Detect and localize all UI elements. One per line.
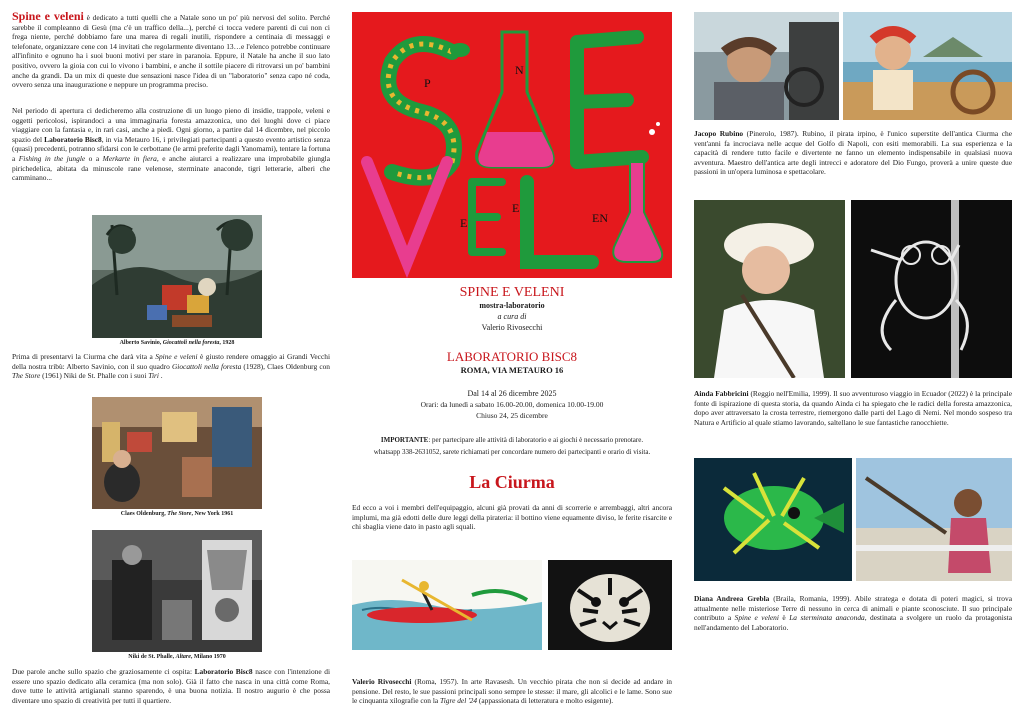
curator-name: Valerio Rivosecchi: [481, 323, 543, 332]
jacopo-photo-image: [694, 12, 839, 120]
opening-hours: Orari: da lunedì a sabato 16.00-20.00, domenica 10.00-19.00: [420, 400, 604, 409]
center-column: [352, 0, 672, 724]
diana-bio: Diana Andreea Grebla (Braila, Romania, 1999). Abile stratega e dotata di poteri magici, si trova attualmente nelle misteriose Terre di nessuno in cerca di animali e piante sconosciute. Il suo principale contributo a Spine e veleni è La sterminata anaconda, destinata a svolgere un ruolo da protagonista nell'andamento del Laboratorio.: [694, 594, 1013, 632]
oldenburg-caption: Claes Oldenburg, The Store, New York 1961: [120, 511, 234, 517]
oldenburg-photo-image: [92, 397, 262, 509]
kayak-drawing-image: [352, 560, 542, 650]
valerio-bio: Valerio Rivosecchi (Roma, 1957). In arte Ravasesh. Un vecchio pirata che non si decide ad andare in pensione. Del resto, le sue passioni principali sono sempre le stesse: il mare, gli alcolici e le lame. Sono sue le cinquanta xilografie con la Tigre del '24 (appassionata di letteratura e molto esigente).: [352, 677, 672, 706]
svg-text:EN: EN: [592, 211, 608, 225]
jacopo-bio: Jacopo Rubino (Pinerolo, 1987). Rubino, il pirata irpino, è l'unico superstite dell'antica Ciurma che vent'anni fa incrociava nelle acque del Golfo di Napoli, con esiti memorabili. La sua esperienza e la capacità di rendere tutto facile e divertente ne fanno un elemento indispensabile in qualsiasi nuova avventura. Maestro dell'antica arte degli intrecci e adoratore del Dio Fungo, proverà a unire queste due passioni in un'opera luminosa e spettacolare.: [694, 129, 1012, 177]
svg-text:N: N: [515, 63, 524, 77]
right-column: [694, 0, 1012, 724]
savinio-caption: Alberto Savinio, Giocattoli nella foresta, 1928: [119, 340, 235, 346]
tiger-woodcut-image: [548, 560, 672, 650]
stphalle-caption: Niki de St. Phalle, Altare, Milano 1970: [128, 654, 226, 660]
venue-name: LABORATORIO BISC8: [446, 349, 578, 364]
intro-paragraph: Spine e veleni è dedicato a tutti quelli che a Natale sono un po' più nervosi del solito. Perché sarebbe il compleanno di Gesù (ma c'è un traffico della...), perché ci tocca vedere parenti di cui non ci frega niente, perché dobbiamo fare una marea di regali inutili, rispondere a centinaia di messaggi e telefonate, organizzare cene con 14 invitati che regolarmente diventano 13…e l'elenco potrebbe continuare all'infinito e ognuno ha i suoi buoni motivi per stare in paranoia. Eppure, il Natale ha anche il suo lato positivo, ovvero la gioia con cui lo vivono i bambini, e anche il sottile piacere di ritrovarsi un po' bambini anche da grandi. Da un mix di queste due sensazioni nasce l'idea di un "laboratorio" senza capo né coda, ovvero senza una inaugurazione e neppure un programma preciso.: [12, 9, 330, 90]
jacopo-pirate-drawing-image: [843, 12, 1012, 120]
poster-subtitle: mostra-laboratorio: [479, 301, 545, 310]
whatsapp-note: whatsapp 338-2631052, sarete richiamati per concordare numero dei partecipanti e orario di visita.: [373, 448, 651, 456]
svg-text:P: P: [424, 76, 431, 90]
poster-title: SPINE E VELENI: [459, 285, 565, 300]
forest-paragraph: Nel periodo di apertura ci dedicheremo alla costruzione di un luogo pieno di insidie, trappole, veleni e oggetti pericolosi, ispirandoci a una immaginaria foresta amazzonica, uno dei luoghi dove ci piace viaggiare con la fantasia e, in rari casi, anche a piedi. Ogni giorno, a partire dal 14 dicembre, nel piccolo spazio del Laboratorio Bisc8, in via Metauro 16, i privilegiati partecipanti a questo evento artistico senza (quasi) precedenti, potranno sfidarsi con le cerbottane (le armi preferite dagli Yanomami), tentare la fortuna a Fishing in the jungle o a Merkarte in fiera, e anche aiutarci a realizzare una improbabile giungla pirichedelica, abitata da minuscole rane velenose, sterminate anaconde, tigri letterarie, alberi che camminano...: [12, 106, 331, 183]
space-paragraph: Due parole anche sullo spazio che graziosamente ci ospita: Laboratorio Bisc8 nasce con l'intenzione di essere uno spazio dedicato alla ceramica (ma non solo). Già il fatto che nasca in una città come Roma, dove tutte le attività artigianali stanno sparendo, è una buona notizia. Il nostro augurio è che possa diventare uno spazio di creatività per tutti il quartiere.: [12, 667, 331, 705]
ainda-photo-image: [694, 200, 845, 378]
important-note: IMPORTANTE: per partecipare alle attività di laboratorio e ai giochi è necessario prenotare.: [380, 436, 644, 444]
ainda-bio: Ainda Fabbricini (Reggio nell'Emilia, 1999). Il suo avventuroso viaggio in Ecuador (2022) è la principale fonte di ispirazione di questa storia, da quando Ainda ci ha spiegato che le radici della foresta amazzonica, dopo aver attraversato la crosta terrestre, riemergono dalle parti del Lago di Nemi. Nel mondo sospeso tra Natura e Artificio al quale stiamo lavorando, saltellano le sue fantastiche ranocchiette.: [694, 389, 1012, 427]
svg-text:E: E: [512, 201, 520, 215]
svg-text:E: E: [460, 216, 468, 230]
diana-photo-image: [856, 458, 1012, 581]
diana-lionfish-image: [694, 458, 852, 581]
venue-address: ROMA, VIA METAURO 16: [460, 365, 564, 375]
closed-days: Chiuso 24, 25 dicembre: [476, 411, 548, 420]
poster-artwork: [352, 12, 672, 278]
savinio-painting-image: [92, 215, 262, 338]
exhibit-dates: Dal 14 al 26 dicembre 2025: [467, 389, 557, 398]
ciurma-paragraph: Ed ecco a voi i membri dell'equipaggio, alcuni già provati da anni di scorrerie e arrembaggi, altri ancora implumi, ma già edotti delle dure leggi della pirateria: il bottino viene equamente diviso, le ferite risarcite e chi sbaglia viene dato in pasto agli squali.: [352, 503, 672, 532]
frog-drawing-image: [851, 200, 1012, 378]
left-column: [12, 0, 330, 724]
homage-paragraph: Prima di presentarvi la Ciurma che darà vita a Spine e veleni è giusto rendere omaggio ai Grandi Vecchi della nostra tribù: Alberto Savinio, con il suo quadro Giocattoli nella foresta (1928), Claes Oldenburg con The Store (1961) Niki de St. Phalle con i suoi Tiri .: [12, 352, 331, 381]
stphalle-photo-image: [92, 530, 262, 652]
curated-by: a cura di: [497, 312, 527, 321]
intro-heading: Spine e veleni: [12, 9, 84, 23]
ciurma-title: La Ciurma: [469, 472, 555, 492]
